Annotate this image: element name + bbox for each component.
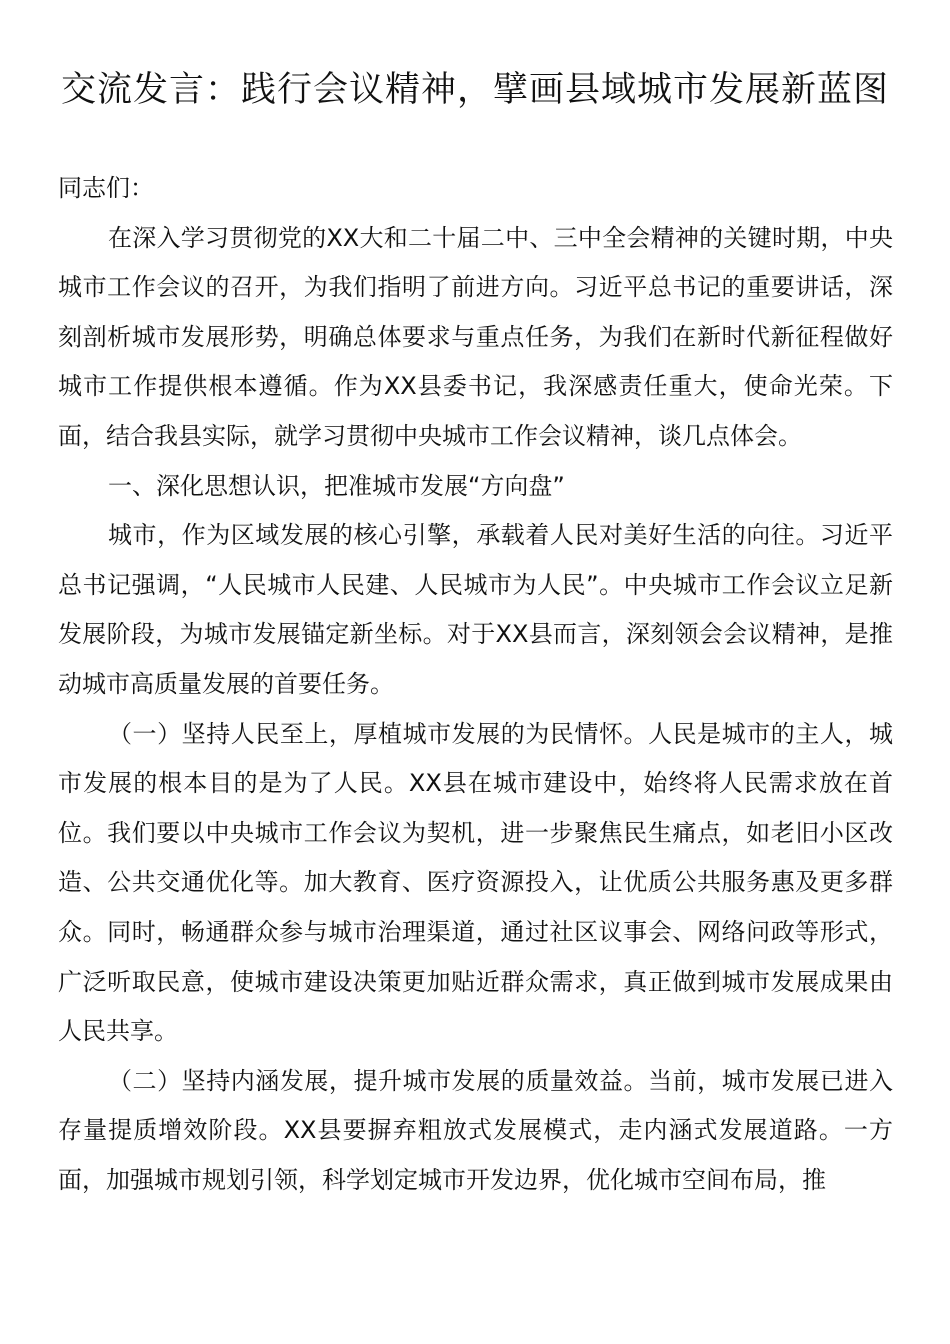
salutation: 同志们： [58, 174, 154, 202]
paragraph-point-2: （二）坚持内涵发展，提升城市发展的质量效益。当前，城市发展已进入存量提质增效阶段。XX县要摒弃粗放式发展模式，走内涵式发展道路。一方面，加强城市规划引领，科学划定城市开发边界，优化城市空间布局，推 [58, 1066, 893, 1194]
document-body [58, 164, 893, 1205]
paragraph-intro: 在深入学习贯彻党的XX大和二十届二中、三中全会精神的关键时期，中央城市工作会议的召开，为我们指明了前进方向。习近平总书记的重要讲话，深刻剖析城市发展形势，明确总体要求与重点任务，为我们在新时代新征程做好城市工作提供根本遵循。作为XX县委书记，我深感责任重大，使命光荣。下面，结合我县实际，就学习贯彻中央城市工作会议精神，谈几点体会。 [58, 223, 893, 450]
paragraph-section-1: 城市，作为区域发展的核心引擎，承载着人民对美好生活的向往。习近平总书记强调，“人民城市人民建、人民城市为人民”。中央城市工作会议立足新发展阶段，为城市发展锚定新坐标。对于XX县而言，深刻领会会议精神，是推动城市高质量发展的首要任务。 [58, 521, 893, 698]
section-heading-1: 一、深化思想认识，把准城市发展“方向盘” [108, 471, 565, 500]
paragraph-point-1: （一）坚持人民至上，厚植城市发展的为民情怀。人民是城市的主人，城市发展的根本目的是为了人民。XX县在城市建设中，始终将人民需求放在首位。我们要以中央城市工作会议为契机，进一步聚焦民生痛点，如老旧小区改造、公共交通优化等。加大教育、医疗资源投入，让优质公共服务惠及更多群众。同时，畅通群众参与城市治理渠道，通过社区议事会、网络问政等形式，广泛听取民意，使城市建设决策更加贴近群众需求，真正做到城市发展成果由人民共享。 [58, 719, 893, 1046]
document-title: 交流发言：践行会议精神，擘画县域城市发展新蓝图 [60, 70, 889, 110]
